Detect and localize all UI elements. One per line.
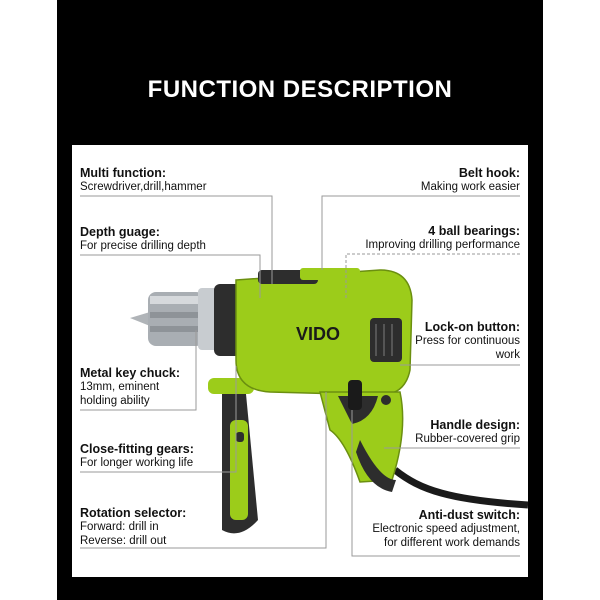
brand-logo: VIDO xyxy=(296,324,341,344)
callout-heading: Multi function: xyxy=(80,166,167,180)
callout-multi-function xyxy=(80,166,207,194)
metal-chuck xyxy=(148,288,220,350)
callout-depth-gauge xyxy=(80,225,206,253)
callout-heading: Depth guage: xyxy=(80,225,160,239)
callout-text: For longer working life xyxy=(80,457,194,469)
callout-handle-design xyxy=(415,418,520,446)
callout-heading: 4 ball bearings: xyxy=(428,224,520,238)
callout-heading: Close-fitting gears: xyxy=(80,442,194,456)
drill-bit-tip xyxy=(130,312,150,326)
callout-text: holding ability xyxy=(80,395,150,407)
auxiliary-handle xyxy=(208,378,258,533)
lock-on-button xyxy=(381,395,391,405)
page-title: FUNCTION DESCRIPTION xyxy=(147,76,453,103)
callout-text: Forward: drill in xyxy=(80,521,159,533)
callout-text: Press for continuous xyxy=(415,335,520,347)
callout-text: Improving drilling performance xyxy=(365,239,520,251)
callout-close-fitting-gears xyxy=(80,442,194,470)
callout-text: 13mm, eminent xyxy=(80,381,160,393)
trigger xyxy=(348,380,362,410)
callout-anti-dust-switch xyxy=(372,508,520,550)
callout-rotation-selector xyxy=(80,506,186,548)
callout-heading: Anti-dust switch: xyxy=(418,508,520,522)
power-cord xyxy=(395,470,528,505)
callout-lock-on-button xyxy=(415,320,520,362)
callout-metal-key-chuck xyxy=(80,366,180,408)
callout-ball-bearings xyxy=(365,224,520,252)
callout-text: For precise drilling depth xyxy=(80,240,206,252)
callout-heading: Lock-on button: xyxy=(424,320,520,334)
callout-heading: Metal key chuck: xyxy=(80,366,181,380)
callout-text: Electronic speed adjustment, xyxy=(372,523,520,535)
callout-text: work xyxy=(495,349,520,361)
callout-text: Screwdriver,drill,hammer xyxy=(80,181,207,193)
main-grip xyxy=(320,380,403,492)
callout-heading: Rotation selector: xyxy=(80,506,187,520)
callout-text: for different work demands xyxy=(384,537,520,549)
callout-text: Making work easier xyxy=(420,181,520,193)
callout-heading: Belt hook: xyxy=(458,166,520,180)
callout-heading: Handle design: xyxy=(430,418,520,432)
callout-text: Rubber-covered grip xyxy=(415,433,520,445)
callout-text: Reverse: drill out xyxy=(80,535,167,547)
callout-belt-hook xyxy=(421,166,520,194)
